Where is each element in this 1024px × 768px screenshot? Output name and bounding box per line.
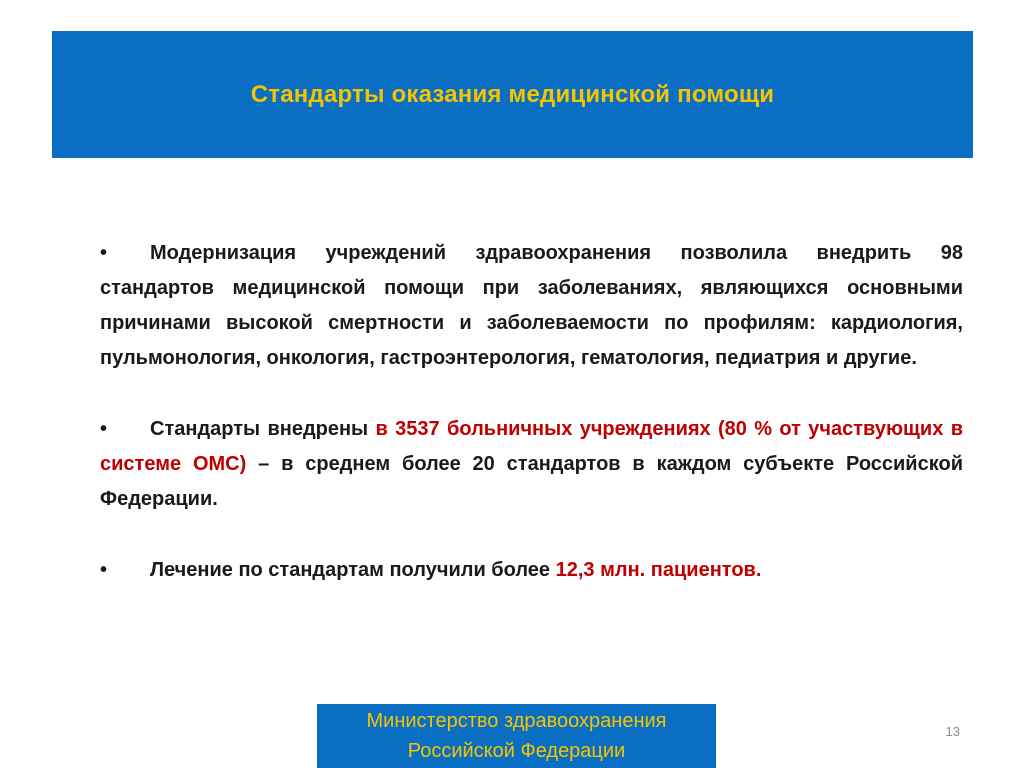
page-number: 13 bbox=[945, 724, 960, 739]
slide-title: Стандарты оказания медицинской помощи bbox=[250, 80, 775, 108]
footer-line-1: Министерство здравоохранения bbox=[366, 710, 667, 732]
bullet-3-highlight: 12,3 млн. пациентов. bbox=[555, 559, 762, 581]
bullet-2-text-before: Стандарты внедрены bbox=[150, 418, 376, 440]
bullet-2-highlight: в 3537 больничных учреждениях (80 % от участвующих в системе ОМС) bbox=[100, 418, 963, 475]
bullet-mark: • bbox=[100, 242, 108, 264]
content-area bbox=[100, 236, 963, 588]
bullet-1-text: Модернизация учреждений здравоохранения позволила внедрить 98 стандартов медицинской помощи при заболеваниях, являющихся основными причинами высокой смертности и заболеваемости по профилям: кардиология, пульмонология, онкология, гастроэнтерология, гематология, педиатрия и другие. bbox=[100, 242, 963, 369]
footer-line-2: Российской Федерации bbox=[407, 740, 626, 762]
bullet-3-text-before: Лечение по стандартам получили более bbox=[150, 559, 556, 581]
bullet-item-2 bbox=[100, 412, 963, 517]
bullet-mark: • bbox=[100, 418, 108, 440]
title-bar bbox=[52, 31, 973, 158]
bullet-mark: • bbox=[100, 559, 108, 581]
footer-ministry-box bbox=[317, 704, 716, 768]
bullet-2-text-after: – в среднем более 20 стандартов в каждом субъекте Российской Федерации. bbox=[100, 453, 963, 510]
bullet-item-3 bbox=[100, 553, 963, 588]
bullet-item-1 bbox=[100, 236, 963, 376]
